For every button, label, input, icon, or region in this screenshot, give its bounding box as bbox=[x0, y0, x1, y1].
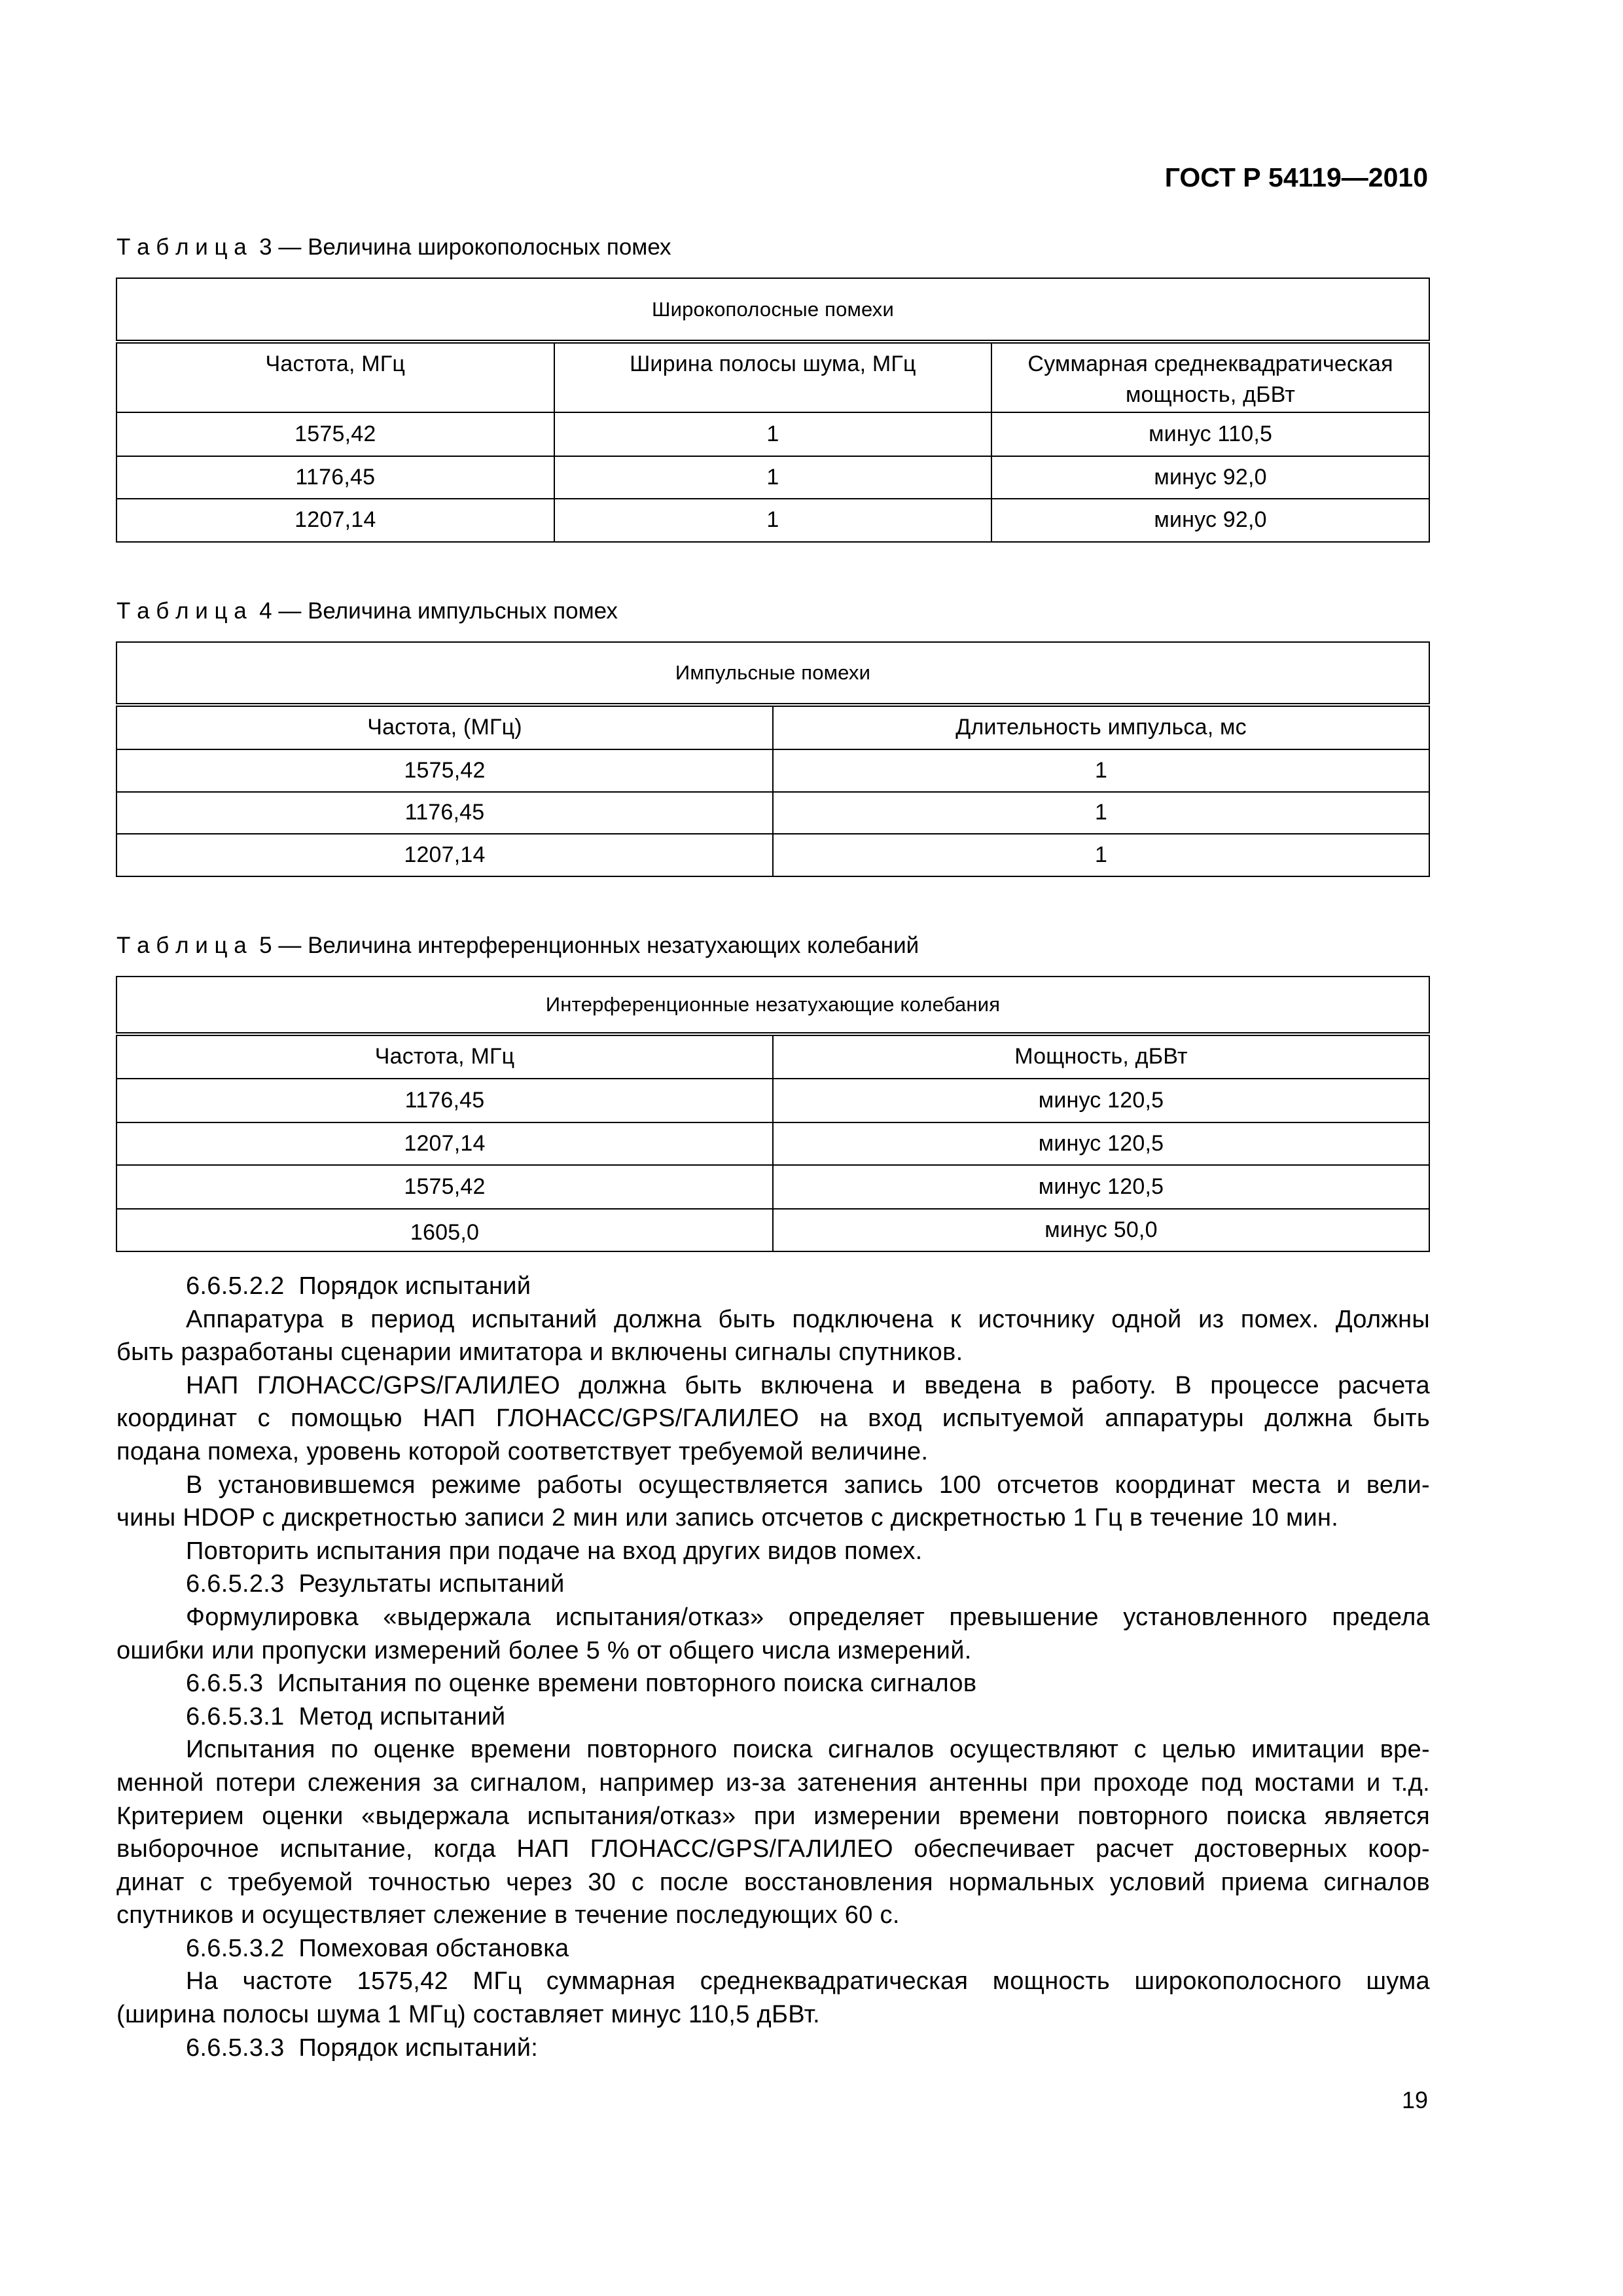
cell-power: минус 120,5 bbox=[773, 1079, 1429, 1122]
paragraph-line: (ширина полосы шума 1 МГц) составляет минус 110,5 дБВт. bbox=[116, 2001, 820, 2029]
cell-power: минус 50,0 bbox=[773, 1209, 1429, 1251]
cell-frequency: 1176,45 bbox=[116, 792, 773, 834]
table-3-broadband-interference bbox=[116, 278, 1430, 543]
cell-noise-bandwidth: 1 bbox=[554, 412, 992, 456]
cell-pulse-duration: 1 bbox=[773, 792, 1429, 834]
paragraph-line: выборочное испытание, когда НАП ГЛОНАСС/GPS/ГАЛИЛЕО обеспечивает расчет достоверных коор- bbox=[116, 1835, 1430, 1863]
column-header-power: Мощность, дБВт bbox=[773, 1034, 1429, 1079]
cell-frequency: 1575,42 bbox=[116, 749, 773, 792]
table-row bbox=[116, 792, 1429, 834]
paragraph-line: быть разработаны сценарии имитатора и включены сигналы спутников. bbox=[116, 1338, 963, 1367]
table-row bbox=[116, 1209, 1429, 1251]
cell-frequency: 1176,45 bbox=[116, 456, 554, 499]
paragraph-line: Испытания по оценке времени повторного поиска сигналов осуществляют с целью имитации вре- bbox=[186, 1736, 1430, 1764]
cell-pulse-duration: 1 bbox=[773, 749, 1429, 792]
paragraph-line: координат с помощью НАП ГЛОНАСС/GPS/ГАЛИЛЕО на вход испытуемой аппаратуры должна быть bbox=[116, 1405, 1430, 1433]
paragraph-line: менной потери слежения за сигналом, например из-за затенения антенны при проходе под мостами и т.д. bbox=[116, 1768, 1430, 1797]
cell-frequency: 1207,14 bbox=[116, 499, 554, 542]
paragraph-line: НАП ГЛОНАСС/GPS/ГАЛИЛЕО должна быть включена и введена в работу. В процессе расчета bbox=[186, 1371, 1430, 1399]
paragraph-line: Формулировка «выдержала испытания/отказ» определяет превышение установленного предела bbox=[186, 1603, 1430, 1631]
paragraph-line: В установившемся режиме работы осуществляется запись 100 отсчетов координат места и вели- bbox=[186, 1471, 1430, 1499]
cell-noise-bandwidth: 1 bbox=[554, 456, 992, 499]
table-4-pulse-interference bbox=[116, 641, 1430, 877]
table-5-cw-interference bbox=[116, 976, 1430, 1252]
paragraph-line: Повторить испытания при подаче на вход других видов помех. bbox=[186, 1537, 923, 1565]
cell-frequency: 1207,14 bbox=[116, 1122, 773, 1165]
cell-frequency: 1575,42 bbox=[116, 1165, 773, 1209]
cell-noise-bandwidth: 1 bbox=[554, 499, 992, 542]
paragraph-line: На частоте 1575,42 МГц суммарная среднеквадратическая мощность широкополосного шума bbox=[186, 1967, 1430, 1996]
table-row bbox=[116, 1079, 1429, 1122]
table-5-caption: Т а б л и ц а 5 — Величина интерференционных незатухающих колебаний bbox=[116, 933, 919, 958]
section-heading-6-6-5-3-1: 6.6.5.3.1 Метод испытаний bbox=[186, 1702, 506, 1731]
column-header-noise-bandwidth: Ширина полосы шума, МГц bbox=[554, 342, 992, 412]
paragraph-line: ошибки или пропуски измерений более 5 % от общего числа измерений. bbox=[116, 1636, 972, 1664]
table-column-header-row bbox=[116, 342, 1429, 412]
paragraph-line: подана помеха, уровень которой соответствует требуемой величине. bbox=[116, 1437, 929, 1465]
cell-total-rms-power: минус 110,5 bbox=[991, 412, 1429, 456]
cell-pulse-duration: 1 bbox=[773, 834, 1429, 876]
table-column-header-row bbox=[116, 705, 1429, 749]
column-header-frequency: Частота, (МГц) bbox=[116, 705, 773, 749]
cell-power: минус 120,5 bbox=[773, 1122, 1429, 1165]
table-row bbox=[116, 749, 1429, 792]
paragraph-line: динат с требуемой точностью через 30 с после восстановления нормальных условий приема сигналов bbox=[116, 1868, 1430, 1896]
cell-frequency: 1207,14 bbox=[116, 834, 773, 876]
table-column-header-row bbox=[116, 1034, 1429, 1079]
cell-frequency: 1605,0 bbox=[116, 1209, 773, 1251]
column-header-frequency: Частота, МГц bbox=[116, 342, 554, 412]
section-heading-6-6-5-3-3: 6.6.5.3.3 Порядок испытаний: bbox=[186, 2034, 539, 2062]
section-heading-6-6-5-3: 6.6.5.3 Испытания по оценке времени повторного поиска сигналов bbox=[186, 1670, 977, 1698]
cell-total-rms-power: минус 92,0 bbox=[991, 456, 1429, 499]
page-number: 19 bbox=[1401, 2087, 1428, 2113]
table-row bbox=[116, 412, 1429, 456]
paragraph-line: спутников и осуществляет слежение в течение последующих 60 с. bbox=[116, 1901, 900, 1929]
column-header-total-rms-power: Суммарная среднеквадратическая мощность, дБВт bbox=[991, 342, 1429, 412]
section-heading-6-6-5-2-2: 6.6.5.2.2 Порядок испытаний bbox=[186, 1272, 531, 1300]
cell-frequency: 1176,45 bbox=[116, 1079, 773, 1122]
table-4-caption: Т а б л и ц а 4 — Величина импульсных помех bbox=[116, 598, 618, 624]
table-group-header: Импульсные помехи bbox=[116, 642, 1429, 705]
column-header-frequency: Частота, МГц bbox=[116, 1034, 773, 1079]
table-3-caption: Т а б л и ц а 3 — Величина широкополосных помех bbox=[116, 234, 671, 260]
table-group-header-row bbox=[116, 642, 1429, 705]
column-header-pulse-duration: Длительность импульса, мс bbox=[773, 705, 1429, 749]
paragraph-line: Аппаратура в период испытаний должна быть подключена к источнику одной из помех. Должны bbox=[186, 1305, 1430, 1333]
table-group-header: Интерференционные незатухающие колебания bbox=[116, 977, 1429, 1034]
table-row bbox=[116, 456, 1429, 499]
section-heading-6-6-5-2-3: 6.6.5.2.3 Результаты испытаний bbox=[186, 1570, 565, 1598]
cell-frequency: 1575,42 bbox=[116, 412, 554, 456]
table-group-header-row bbox=[116, 977, 1429, 1034]
paragraph-line: Критерием оценки «выдержала испытания/отказ» при измерении времени повторного поиска является bbox=[116, 1802, 1430, 1830]
paragraph-line: чины HDOP с дискретностью записи 2 мин или запись отсчетов с дискретностью 1 Гц в течение 10 мин. bbox=[116, 1504, 1339, 1532]
body-text bbox=[116, 1270, 1430, 2064]
cell-total-rms-power: минус 92,0 bbox=[991, 499, 1429, 542]
table-row bbox=[116, 1122, 1429, 1165]
table-row bbox=[116, 499, 1429, 542]
table-group-header: Широкополосные помехи bbox=[116, 278, 1429, 342]
document-id-header: ГОСТ Р 54119—2010 bbox=[1164, 162, 1428, 192]
table-row bbox=[116, 834, 1429, 876]
table-row bbox=[116, 1165, 1429, 1209]
table-group-header-row bbox=[116, 278, 1429, 342]
cell-power: минус 120,5 bbox=[773, 1165, 1429, 1209]
section-heading-6-6-5-3-2: 6.6.5.3.2 Помеховая обстановка bbox=[186, 1934, 569, 1962]
